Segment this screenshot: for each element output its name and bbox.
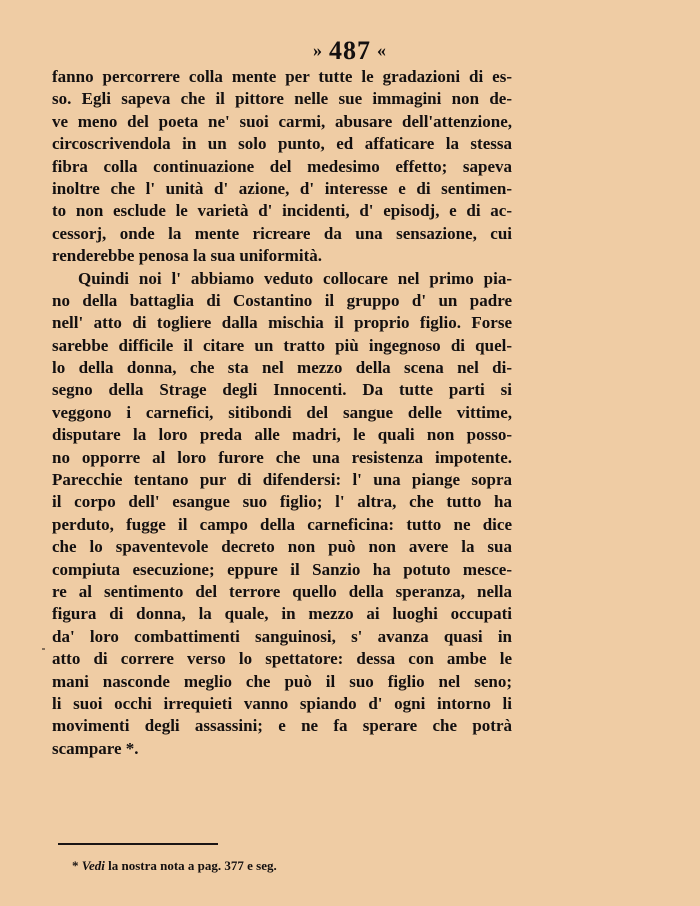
- text-line: scampare *.: [52, 738, 139, 758]
- text-line: veggono i carnefici, sitibondi del sangue delle vittime,: [52, 402, 512, 422]
- text-line: compiuta esecuzione; eppure il Sanzio ha potuto mesce-: [52, 559, 512, 579]
- footnote: [72, 858, 277, 874]
- text-line: inoltre che l' unità d' azione, d' interesse e di sentimen-: [52, 178, 512, 198]
- text-line: ve meno del poeta ne' suoi carmi, abusare dell'attenzione,: [52, 111, 512, 131]
- text-line: Parecchie tentano pur di difendersi: l' una piange sopra: [52, 470, 512, 490]
- footnote-text: la nostra nota a pag. 377 e seg.: [108, 858, 277, 873]
- text-line: fanno percorrere colla mente per tutte le gradazioni di es-: [52, 67, 512, 86]
- text-line: re al sentimento del terrore quello della speranza, nella: [52, 581, 512, 601]
- body-text: [52, 66, 512, 760]
- text-line: che lo spaventevole decreto non può non avere la sua: [52, 537, 512, 557]
- text-line: figura di donna, la quale, in mezzo ai luoghi occupati: [52, 604, 512, 624]
- text-line: cessorj, onde la mente ricreare da una sensazione, cui: [52, 223, 512, 243]
- page-number: 487: [329, 36, 371, 65]
- text-line: atto di correre verso lo spettatore: dessa con ambe le: [52, 649, 512, 669]
- footnote-rule: [58, 843, 218, 845]
- text-line: renderebbe penosa la sua uniformità.: [52, 246, 322, 266]
- margin-mark: [42, 648, 45, 650]
- text-line: perduto, fugge il campo della carneficina: tutto ne dice: [52, 514, 512, 534]
- text-line: to non esclude le varietà d' incidenti, d' episodj, e di ac-: [52, 201, 512, 221]
- text-line: circoscrivendola in un solo punto, ed affaticare la stessa: [52, 134, 512, 154]
- footnote-marker: *: [72, 858, 79, 873]
- text-line: lo della donna, che sta nel mezzo della scena nel di-: [52, 358, 512, 378]
- left-ornament: »: [313, 40, 323, 60]
- page-header: [0, 36, 700, 66]
- text-line: sarebbe difficile il citare un tratto più ingegnoso di quel-: [52, 335, 512, 355]
- text-line: mani nasconde meglio che può il suo figlio nel seno;: [52, 671, 512, 691]
- text-line: segno della Strage degli Innocenti. Da tutte parti si: [52, 380, 512, 400]
- footnote-vedi: Vedi: [81, 858, 105, 873]
- text-line: il corpo dell' esangue suo figlio; l' altra, che tutto ha: [52, 492, 512, 512]
- text-line: disputare la loro preda alle madri, le quali non posso-: [52, 425, 512, 445]
- text-line: movimenti degli assassini; e ne fa sperare che potrà: [52, 716, 512, 736]
- text-line: so. Egli sapeva che il pittore nelle sue immagini non de-: [52, 89, 512, 109]
- text-line: nell' atto di togliere dalla mischia il proprio figlio. Forse: [52, 313, 512, 333]
- text-line: li suoi occhi irrequieti vanno spiando d' ogni intorno li: [52, 693, 512, 713]
- text-line: no opporre al loro furore che una resistenza impotente.: [52, 447, 512, 467]
- right-ornament: «: [377, 40, 387, 60]
- text-line: fibra colla continuazione del medesimo effetto; sapeva: [52, 156, 512, 176]
- text-line: Quindi noi l' abbiamo veduto collocare nel primo pia-: [78, 268, 512, 288]
- text-line: no della battaglia di Costantino il gruppo d' un padre: [52, 290, 512, 310]
- text-line: da' loro combattimenti sanguinosi, s' avanza quasi in: [52, 626, 512, 646]
